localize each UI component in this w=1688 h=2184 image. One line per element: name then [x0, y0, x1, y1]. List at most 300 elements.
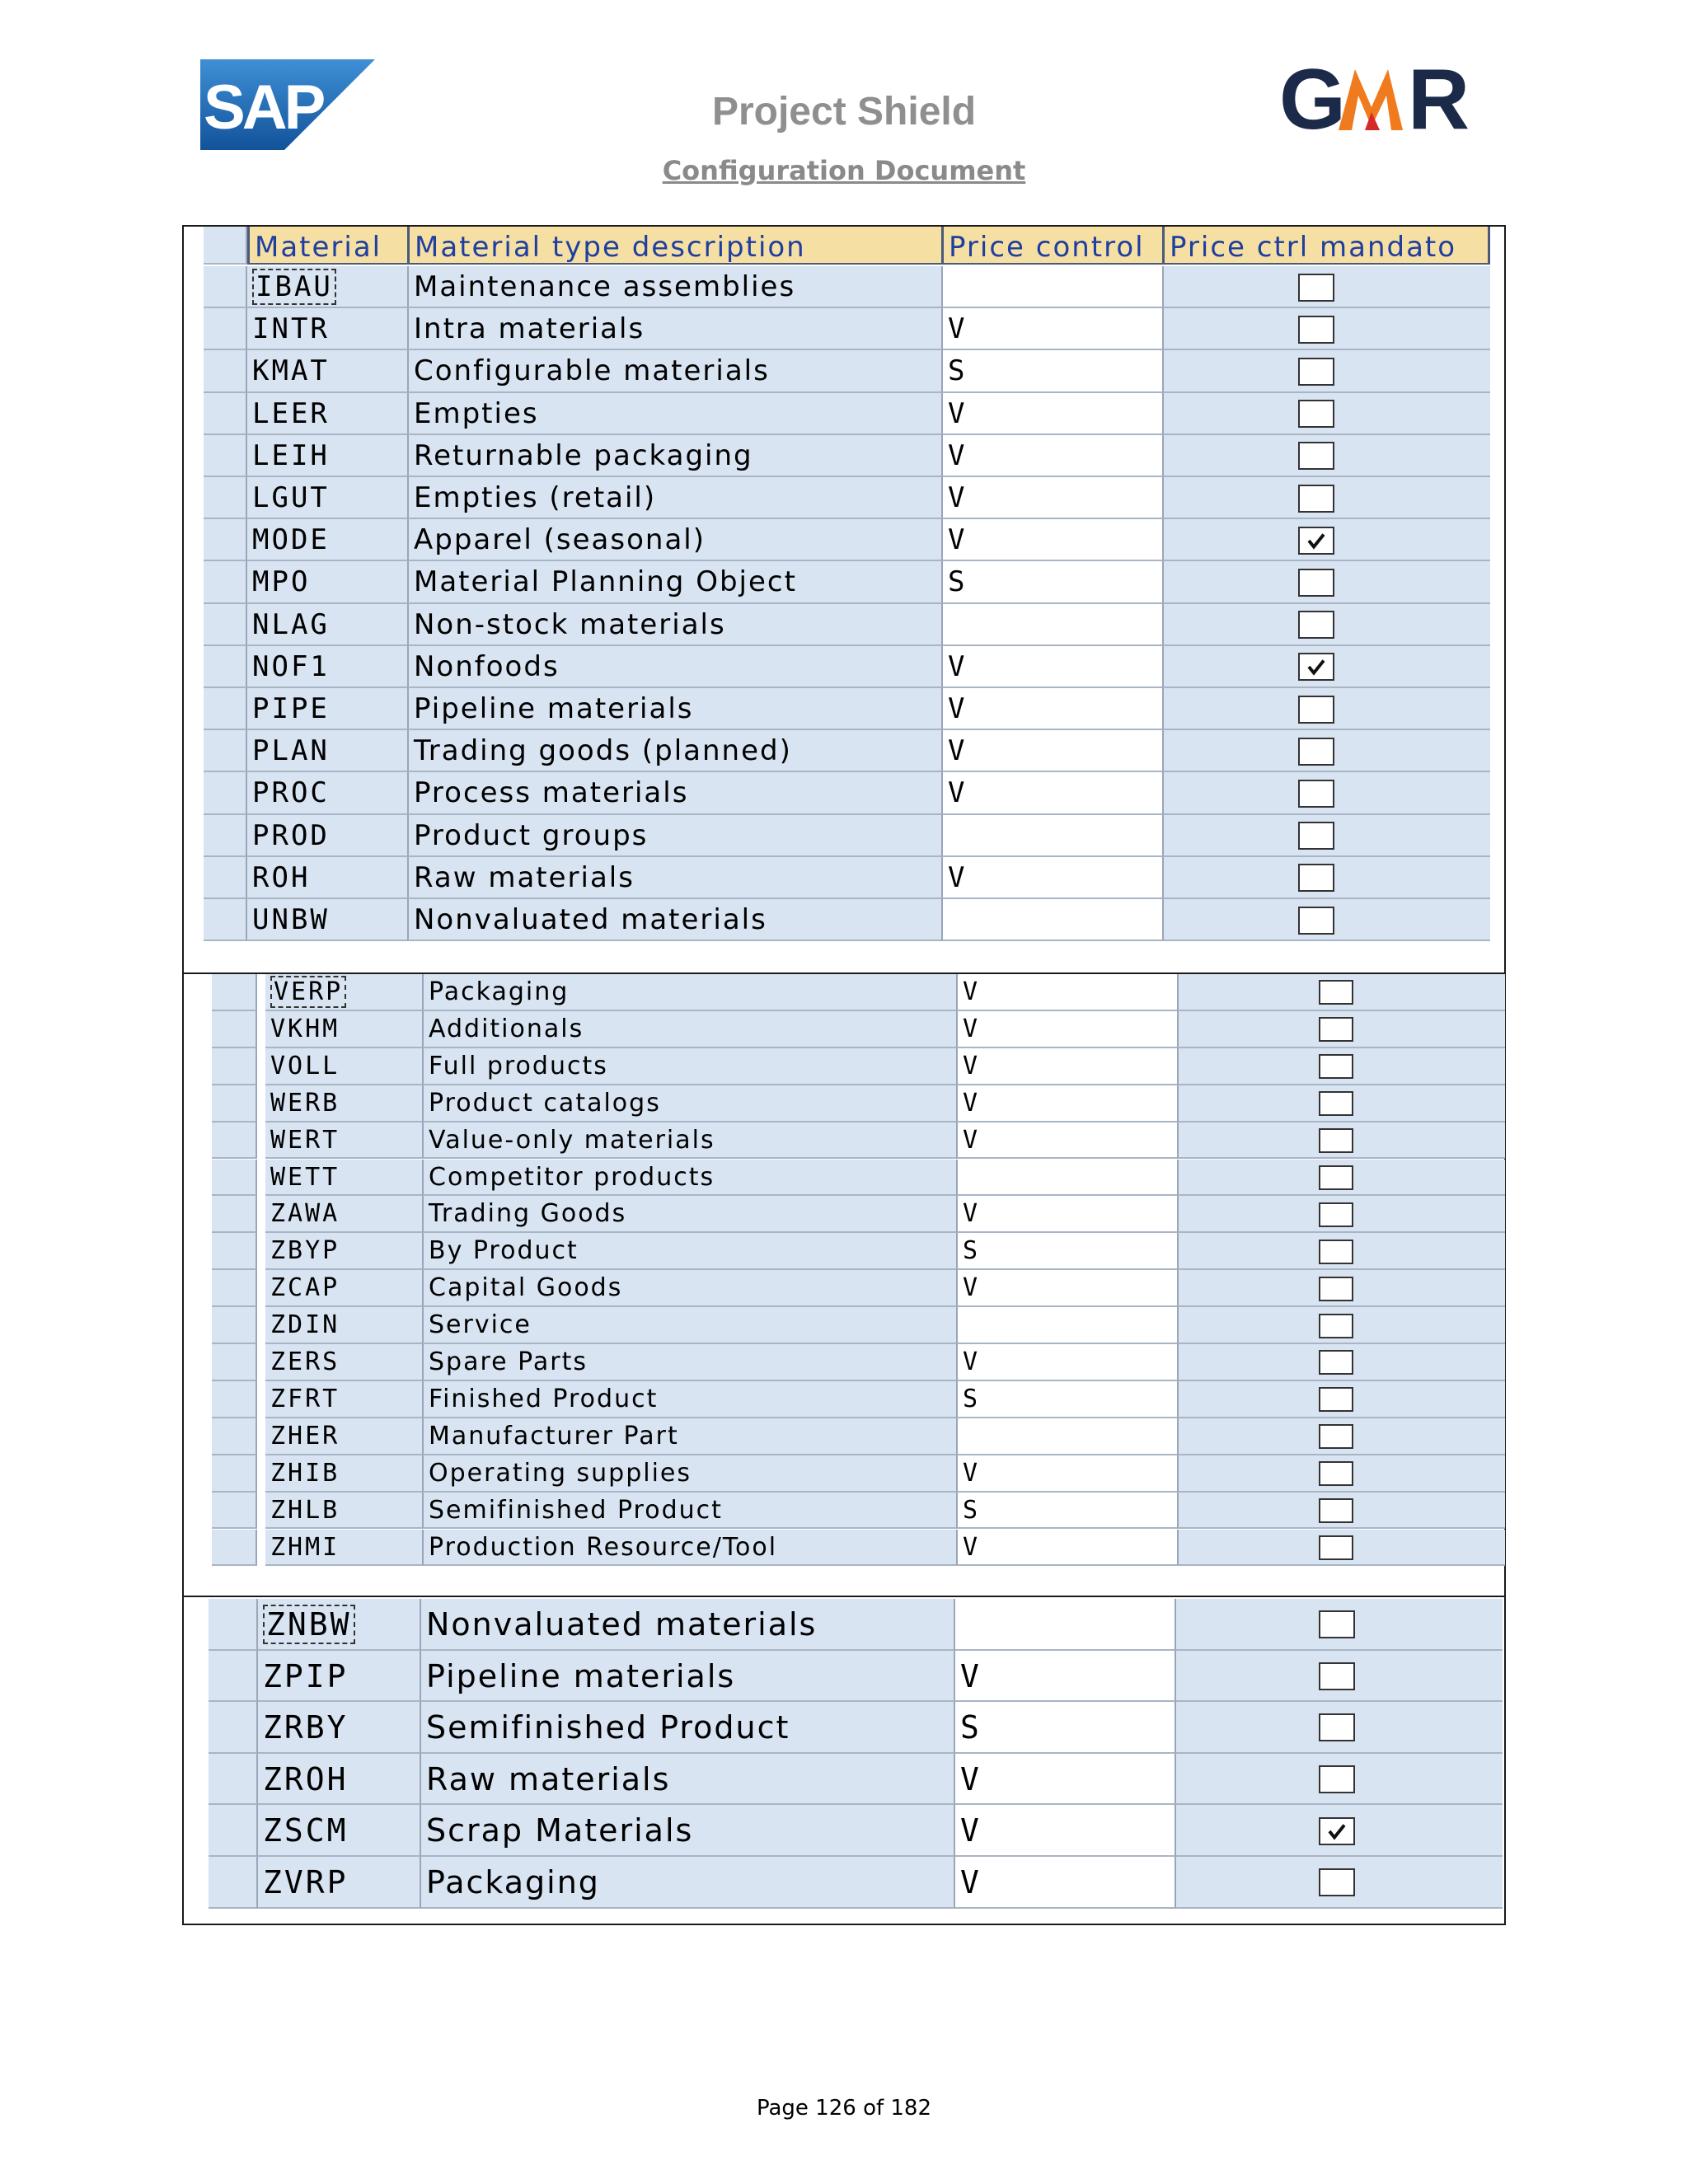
material-type-cell[interactable] [258, 1857, 420, 1909]
price-control-cell[interactable] [956, 1344, 1177, 1381]
description-cell[interactable] [420, 1754, 954, 1806]
table-row[interactable] [184, 772, 1507, 814]
table-section-3 [184, 1597, 1507, 1924]
row-selector[interactable] [204, 308, 247, 350]
price-control-cell[interactable] [941, 350, 1162, 392]
price-ctrl-mandatory-cell [1162, 604, 1490, 646]
checkbox-unchecked[interactable] [1319, 980, 1353, 1005]
table-row[interactable] [184, 1493, 1507, 1530]
material-type-cell-text: ZVRP [263, 1864, 349, 1900]
description-cell[interactable] [420, 1599, 954, 1651]
price-control-cell-text: V [963, 1532, 978, 1562]
description-cell[interactable] [420, 1651, 954, 1703]
checkbox-unchecked[interactable] [1319, 1054, 1353, 1079]
table-section-2 [184, 974, 1507, 1596]
table-row[interactable] [184, 477, 1507, 519]
column-header-description[interactable]: Material type description [407, 227, 941, 265]
description-cell[interactable] [407, 435, 941, 477]
table-row[interactable] [184, 857, 1507, 899]
checkbox-unchecked[interactable] [1319, 1662, 1355, 1690]
material-type-cell[interactable] [247, 688, 407, 730]
checkbox-unchecked[interactable] [1319, 1387, 1353, 1412]
description-cell[interactable] [407, 646, 941, 688]
material-type-cell[interactable] [247, 435, 407, 477]
row-selector[interactable] [204, 730, 247, 772]
row-selector[interactable] [212, 1418, 257, 1455]
price-ctrl-mandatory-cell [1162, 772, 1490, 814]
table-row[interactable] [184, 1651, 1507, 1703]
table-row[interactable] [184, 1122, 1507, 1160]
checkbox-unchecked[interactable] [1319, 1713, 1355, 1741]
row-selector[interactable] [212, 1048, 257, 1085]
checkbox-unchecked[interactable] [1298, 907, 1334, 935]
checkbox-unchecked[interactable] [1298, 611, 1334, 639]
price-control-cell[interactable] [941, 519, 1162, 561]
table-row[interactable] [184, 1805, 1507, 1857]
description-cell[interactable] [420, 1702, 954, 1754]
description-cell[interactable] [422, 1493, 956, 1530]
table-row[interactable] [184, 1754, 1507, 1806]
row-selector[interactable] [212, 1530, 257, 1567]
row-selector[interactable] [209, 1702, 258, 1754]
row-selector[interactable] [209, 1651, 258, 1703]
material-type-cell[interactable] [265, 1530, 422, 1567]
description-cell-text: Non-stock materials [414, 607, 726, 641]
description-cell[interactable] [422, 1233, 956, 1270]
material-type-cell[interactable] [247, 393, 407, 435]
description-cell[interactable] [407, 266, 941, 308]
checkbox-unchecked[interactable] [1319, 1350, 1353, 1375]
checkbox-unchecked[interactable] [1319, 1461, 1353, 1486]
material-type-cell[interactable] [265, 1122, 422, 1160]
material-type-cell-text: UNBW [252, 903, 330, 936]
description-cell-text: Value-only materials [429, 1125, 715, 1155]
checkbox-unchecked[interactable] [1319, 1868, 1355, 1896]
checkbox-unchecked[interactable] [1298, 316, 1334, 344]
row-selector[interactable] [204, 772, 247, 814]
material-type-cell[interactable] [265, 1196, 422, 1233]
price-control-cell[interactable] [956, 1307, 1177, 1344]
price-ctrl-mandatory-cell [1175, 1651, 1503, 1703]
material-type-cell-text: ZDIN [270, 1310, 340, 1340]
price-ctrl-mandatory-cell [1162, 308, 1490, 350]
checkbox-unchecked[interactable] [1319, 1091, 1353, 1116]
material-type-cell[interactable] [265, 1455, 422, 1493]
material-type-cell-text: WERT [270, 1125, 340, 1155]
row-selector[interactable] [204, 857, 247, 899]
price-control-cell[interactable] [954, 1599, 1175, 1651]
material-type-cell[interactable] [265, 1233, 422, 1270]
description-cell-text: Packaging [429, 977, 570, 1006]
material-type-cell-text: ROH [252, 860, 311, 894]
material-type-cell-text: VERP [270, 976, 346, 1008]
column-header-material[interactable]: Material [247, 227, 407, 265]
material-type-cell-text: MODE [252, 523, 330, 557]
table-row[interactable] [184, 1196, 1507, 1233]
price-control-cell[interactable] [956, 1160, 1177, 1197]
row-selector[interactable] [212, 1196, 257, 1233]
row-selector[interactable] [204, 604, 247, 646]
material-type-cell[interactable] [247, 561, 407, 603]
row-selector[interactable] [204, 815, 247, 857]
row-selector[interactable] [204, 393, 247, 435]
price-control-cell[interactable] [941, 688, 1162, 730]
price-ctrl-mandatory-cell [1177, 1011, 1505, 1048]
description-cell-text: Capital Goods [429, 1273, 623, 1303]
row-selector[interactable] [209, 1805, 258, 1857]
checkbox-checked[interactable] [1319, 1817, 1355, 1845]
price-ctrl-mandatory-cell [1177, 1233, 1505, 1270]
price-control-cell[interactable] [956, 1270, 1177, 1307]
description-cell[interactable] [407, 772, 941, 814]
description-cell[interactable] [407, 519, 941, 561]
row-selector[interactable] [204, 561, 247, 603]
price-control-cell[interactable] [954, 1857, 1175, 1909]
material-type-cell[interactable] [247, 815, 407, 857]
description-cell[interactable] [407, 561, 941, 603]
row-selector[interactable] [212, 974, 257, 1011]
table-row[interactable] [184, 435, 1507, 477]
table-row[interactable] [184, 1160, 1507, 1197]
checkbox-unchecked[interactable] [1298, 738, 1334, 766]
price-control-cell[interactable] [956, 1530, 1177, 1567]
table-row[interactable] [184, 561, 1507, 603]
description-cell[interactable] [407, 393, 941, 435]
row-selector[interactable] [204, 519, 247, 561]
description-cell-text: Maintenance assemblies [414, 270, 796, 303]
row-selector[interactable] [209, 1754, 258, 1806]
row-selector[interactable] [212, 1270, 257, 1307]
row-selector[interactable] [209, 1599, 258, 1651]
material-type-cell[interactable] [247, 477, 407, 519]
price-control-cell[interactable] [941, 646, 1162, 688]
description-cell[interactable] [420, 1857, 954, 1909]
price-control-cell[interactable] [941, 857, 1162, 899]
material-type-cell[interactable] [265, 1381, 422, 1418]
table-row[interactable] [184, 688, 1507, 730]
description-cell[interactable] [422, 1196, 956, 1233]
price-control-cell[interactable] [941, 772, 1162, 814]
row-selector[interactable] [212, 1455, 257, 1493]
description-cell[interactable] [407, 857, 941, 899]
price-control-cell-text: V [960, 1812, 979, 1849]
table-section-1 [184, 227, 1507, 972]
checkbox-unchecked[interactable] [1298, 485, 1334, 513]
price-control-cell[interactable] [956, 1048, 1177, 1085]
checkbox-unchecked[interactable] [1319, 1240, 1353, 1264]
description-cell-text: Scrap Materials [426, 1812, 694, 1849]
price-control-cell[interactable] [941, 899, 1162, 941]
material-type-cell[interactable] [258, 1805, 420, 1857]
material-type-cell-text: ZCAP [270, 1273, 340, 1303]
price-ctrl-mandatory-cell [1162, 646, 1490, 688]
table-row[interactable] [184, 1270, 1507, 1307]
checkbox-checked[interactable] [1298, 527, 1334, 555]
checkbox-unchecked[interactable] [1298, 442, 1334, 470]
description-cell[interactable] [422, 1122, 956, 1160]
price-control-cell[interactable] [941, 477, 1162, 519]
description-cell[interactable] [422, 1455, 956, 1493]
description-cell-text: Nonfoods [414, 649, 560, 683]
material-type-cell[interactable] [265, 1493, 422, 1530]
material-type-cell[interactable] [265, 1418, 422, 1455]
description-cell-text: Material Planning Object [414, 565, 797, 599]
material-type-cell[interactable] [247, 730, 407, 772]
row-selector[interactable] [212, 1381, 257, 1418]
checkbox-unchecked[interactable] [1298, 274, 1334, 302]
row-selector[interactable] [204, 477, 247, 519]
table-row[interactable] [184, 1048, 1507, 1085]
checkbox-unchecked[interactable] [1319, 1277, 1353, 1301]
row-selector[interactable] [204, 646, 247, 688]
material-type-cell[interactable] [258, 1702, 420, 1754]
material-type-cell-text: ZFRT [270, 1384, 340, 1413]
material-type-cell-text: ZSCM [263, 1812, 349, 1849]
table-row[interactable] [184, 1599, 1507, 1651]
table-header-row [184, 227, 1507, 265]
row-selector[interactable] [204, 266, 247, 308]
checkbox-unchecked[interactable] [1319, 1128, 1353, 1153]
description-cell[interactable] [422, 1530, 956, 1567]
row-selector[interactable] [209, 1857, 258, 1909]
table-row[interactable] [184, 266, 1507, 308]
material-type-cell[interactable] [265, 1085, 422, 1122]
price-control-cell[interactable] [941, 393, 1162, 435]
table-row[interactable] [184, 730, 1507, 772]
price-control-cell[interactable] [956, 1418, 1177, 1455]
material-type-cell[interactable] [247, 646, 407, 688]
table-row[interactable] [184, 350, 1507, 392]
row-selector[interactable] [204, 350, 247, 392]
table-row[interactable] [184, 815, 1507, 857]
row-selector[interactable] [212, 1011, 257, 1048]
table-row[interactable] [184, 604, 1507, 646]
material-type-cell-text: ZBYP [270, 1236, 340, 1266]
price-ctrl-mandatory-cell [1162, 899, 1490, 941]
table-row[interactable] [184, 899, 1507, 941]
material-type-cell[interactable] [265, 1344, 422, 1381]
price-control-cell[interactable] [954, 1805, 1175, 1857]
price-ctrl-mandatory-cell [1177, 1048, 1505, 1085]
description-cell-text: Nonvaluated materials [426, 1606, 818, 1643]
description-cell[interactable] [422, 1048, 956, 1085]
price-control-cell[interactable] [941, 308, 1162, 350]
row-selector[interactable] [212, 1307, 257, 1344]
checkbox-checked[interactable] [1298, 653, 1334, 681]
description-cell[interactable] [422, 1344, 956, 1381]
price-control-cell[interactable] [941, 604, 1162, 646]
price-control-cell[interactable] [956, 1381, 1177, 1418]
price-control-cell[interactable] [941, 561, 1162, 603]
checkbox-unchecked[interactable] [1319, 1498, 1353, 1523]
material-type-cell-text: WETT [270, 1162, 340, 1192]
row-selector[interactable] [212, 1085, 257, 1122]
material-type-cell[interactable] [247, 899, 407, 941]
material-type-cell[interactable] [258, 1651, 420, 1703]
row-selector[interactable] [212, 1493, 257, 1530]
price-control-cell[interactable] [941, 435, 1162, 477]
checkbox-unchecked[interactable] [1319, 1314, 1353, 1338]
description-cell-text: Trading goods (planned) [414, 734, 792, 768]
table-row[interactable] [184, 1530, 1507, 1567]
price-control-cell[interactable] [954, 1651, 1175, 1703]
material-type-cell[interactable] [247, 604, 407, 646]
material-type-cell[interactable] [265, 1048, 422, 1085]
checkbox-unchecked[interactable] [1319, 1610, 1355, 1638]
material-type-cell[interactable] [258, 1754, 420, 1806]
svg-text:SAP: SAP [204, 73, 323, 143]
table-row[interactable] [184, 1702, 1507, 1754]
price-control-cell[interactable] [956, 1493, 1177, 1530]
price-control-cell[interactable] [941, 730, 1162, 772]
price-control-cell-text: V [963, 1347, 978, 1376]
column-header-price-ctrl-mandatory[interactable]: Price ctrl mandato [1162, 227, 1490, 265]
description-cell-text: Returnable packaging [414, 438, 753, 472]
row-selector[interactable] [212, 1344, 257, 1381]
table-row[interactable] [184, 308, 1507, 350]
material-type-cell-text: ZERS [270, 1347, 340, 1376]
table-row[interactable] [184, 1381, 1507, 1418]
description-cell[interactable] [407, 815, 941, 857]
row-selector[interactable] [204, 899, 247, 941]
description-cell[interactable] [407, 604, 941, 646]
material-type-cell-text: MPO [252, 565, 311, 599]
material-type-cell[interactable] [247, 308, 407, 350]
material-type-cell-text: ZAWA [270, 1199, 340, 1229]
price-control-cell-text: V [948, 438, 965, 472]
price-control-cell[interactable] [941, 266, 1162, 308]
description-cell[interactable] [422, 974, 956, 1011]
description-cell[interactable] [422, 1085, 956, 1122]
material-type-cell-text: NLAG [252, 607, 330, 641]
price-control-cell-text: S [960, 1709, 979, 1746]
price-control-cell[interactable] [956, 1011, 1177, 1048]
material-type-cell[interactable] [265, 1270, 422, 1307]
price-control-cell[interactable] [956, 1233, 1177, 1270]
price-ctrl-mandatory-cell [1162, 266, 1490, 308]
checkbox-unchecked[interactable] [1319, 1535, 1353, 1560]
price-control-cell[interactable] [954, 1702, 1175, 1754]
description-cell[interactable] [422, 1307, 956, 1344]
checkbox-unchecked[interactable] [1319, 1202, 1353, 1227]
description-cell[interactable] [407, 350, 941, 392]
description-cell[interactable] [422, 1381, 956, 1418]
price-ctrl-mandatory-cell [1175, 1754, 1503, 1806]
checkbox-unchecked[interactable] [1298, 864, 1334, 892]
checkbox-unchecked[interactable] [1319, 1765, 1355, 1793]
price-control-cell[interactable] [956, 1455, 1177, 1493]
description-cell-text: Configurable materials [414, 354, 770, 388]
price-control-cell-text: V [963, 1458, 978, 1488]
checkbox-unchecked[interactable] [1319, 1424, 1353, 1449]
description-cell[interactable] [407, 688, 941, 730]
table-row[interactable] [184, 1011, 1507, 1048]
page-number: Page 126 of 182 [756, 2096, 932, 2121]
price-ctrl-mandatory-cell [1177, 974, 1505, 1011]
description-cell[interactable] [422, 1270, 956, 1307]
table-row[interactable] [184, 646, 1507, 688]
material-types-table-frame [182, 225, 1506, 1925]
description-cell[interactable] [422, 1160, 956, 1197]
price-control-cell[interactable] [941, 815, 1162, 857]
material-type-cell-text: INTR [252, 312, 330, 346]
checkbox-unchecked[interactable] [1298, 358, 1334, 386]
price-ctrl-mandatory-cell [1177, 1381, 1505, 1418]
row-selector[interactable] [204, 435, 247, 477]
price-ctrl-mandatory-cell [1177, 1160, 1505, 1197]
price-control-cell[interactable] [956, 1122, 1177, 1160]
description-cell[interactable] [420, 1805, 954, 1857]
price-ctrl-mandatory-cell [1175, 1805, 1503, 1857]
material-type-cell[interactable] [265, 974, 422, 1011]
material-type-cell[interactable] [265, 1011, 422, 1048]
material-type-cell[interactable] [247, 772, 407, 814]
material-type-cell[interactable] [265, 1307, 422, 1344]
description-cell[interactable] [407, 308, 941, 350]
price-control-cell-text: V [960, 1760, 979, 1797]
table-row[interactable] [184, 1857, 1507, 1909]
material-type-cell[interactable] [265, 1160, 422, 1197]
table-row[interactable] [184, 974, 1507, 1011]
table-row[interactable] [184, 1307, 1507, 1344]
checkbox-unchecked[interactable] [1298, 569, 1334, 597]
description-cell[interactable] [407, 477, 941, 519]
material-type-cell[interactable] [247, 857, 407, 899]
checkbox-unchecked[interactable] [1298, 780, 1334, 808]
description-cell[interactable] [407, 899, 941, 941]
price-control-cell[interactable] [954, 1754, 1175, 1806]
table-row[interactable] [184, 1455, 1507, 1493]
price-control-cell-text: V [963, 1199, 978, 1229]
price-control-cell[interactable] [956, 974, 1177, 1011]
price-control-cell-text: V [963, 1273, 978, 1303]
row-selector[interactable] [212, 1160, 257, 1197]
price-control-cell-text: V [948, 776, 965, 810]
description-cell[interactable] [422, 1011, 956, 1048]
description-cell[interactable] [422, 1418, 956, 1455]
material-type-cell[interactable] [247, 266, 407, 308]
table-row[interactable] [184, 393, 1507, 435]
checkbox-unchecked[interactable] [1298, 696, 1334, 724]
price-control-cell[interactable] [956, 1085, 1177, 1122]
material-type-cell[interactable] [247, 519, 407, 561]
row-selector[interactable] [204, 688, 247, 730]
table-row[interactable] [184, 1233, 1507, 1270]
table-row[interactable] [184, 519, 1507, 561]
price-ctrl-mandatory-cell [1162, 350, 1490, 392]
checkbox-unchecked[interactable] [1298, 822, 1334, 850]
material-type-cell[interactable] [247, 350, 407, 392]
checkbox-unchecked[interactable] [1319, 1017, 1353, 1042]
table-row[interactable] [184, 1085, 1507, 1122]
price-control-cell[interactable] [956, 1196, 1177, 1233]
description-cell[interactable] [407, 730, 941, 772]
price-control-cell-text: S [948, 565, 965, 599]
checkbox-unchecked[interactable] [1298, 400, 1334, 428]
row-selector[interactable] [212, 1233, 257, 1270]
row-selector[interactable] [212, 1122, 257, 1160]
table-row[interactable] [184, 1344, 1507, 1381]
table-row[interactable] [184, 1418, 1507, 1455]
price-ctrl-mandatory-cell [1162, 857, 1490, 899]
material-type-cell[interactable] [258, 1599, 420, 1651]
description-cell-text: Trading Goods [429, 1199, 627, 1229]
description-cell-text: Apparel (seasonal) [414, 523, 706, 557]
price-control-cell-text: S [948, 354, 965, 388]
description-cell-text: Competitor products [429, 1162, 715, 1192]
column-header-price-control[interactable]: Price control [941, 227, 1162, 265]
checkbox-unchecked[interactable] [1319, 1165, 1353, 1190]
